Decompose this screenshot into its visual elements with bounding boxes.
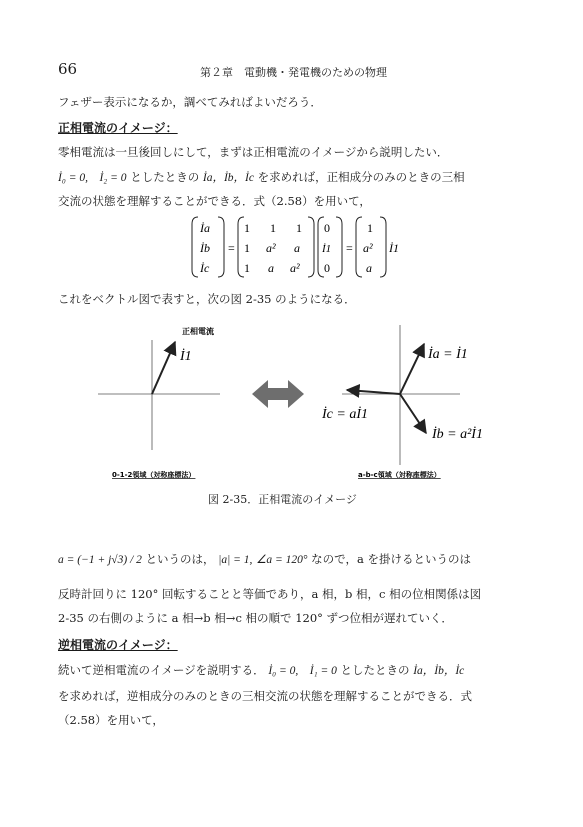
matrix-cell: 1 (244, 261, 250, 275)
paragraph-line: 交流の状態を理解することができる．式（2.58）を用いて， (58, 194, 371, 208)
rhs-factor: İ1 (389, 241, 399, 255)
inline-math: İ₀ = 0, İ₁ = 0 (268, 665, 337, 677)
vector-cell: 0 (324, 221, 330, 235)
rhs-cell: a (366, 261, 372, 275)
lhs-ia: İa (200, 221, 210, 235)
matrix-cell: a² (266, 241, 276, 255)
lhs-ic: İc (200, 261, 210, 275)
equals-sign: = (346, 241, 353, 255)
equals-sign: = (228, 241, 235, 255)
page-number: 66 (58, 60, 78, 78)
text-run: としたときの (340, 663, 410, 677)
paragraph-line: 2-35 の右側のように a 相→b 相→c 相の順で 120° ずつ位相が遅れていく． (58, 611, 453, 625)
paragraph-line: 反時計回りに 120° 回転することと等価であり，a 相，b 相，c 相の位相関係は図 (58, 587, 482, 601)
paragraph-line-math (58, 552, 471, 567)
text-run: を求めれば，正相成分のみのときの三相 (257, 170, 465, 184)
vector-ib (400, 394, 426, 433)
text-run: としたときの (130, 170, 200, 184)
matrix-cell: a (294, 241, 300, 255)
left-subcaption: 0-1-2領域（対称座標法） (112, 471, 196, 479)
label-ic: İc = aİ1 (322, 407, 368, 422)
vector-ic (347, 390, 400, 394)
paragraph-line: （2.58）を用いて， (58, 713, 164, 727)
section-heading-negative: 逆相電流のイメージ： (58, 638, 178, 652)
text-run: なので，a を掛けるというのは (311, 552, 471, 566)
matrix-cell: 1 (244, 241, 250, 255)
paragraph-line: 零相電流は一旦後回しにして，まずは正相電流のイメージから説明したい． (58, 145, 449, 159)
vector-cell: İ1 (322, 243, 332, 255)
inline-math: İ₀ = 0, İ₂ = 0 (58, 172, 127, 184)
paragraph-line-math (58, 170, 465, 185)
inline-math: a = (−1 + j√3) / 2 (58, 554, 142, 566)
right-subcaption: a-b-c領域（対称座標法） (358, 471, 441, 479)
chapter-header: 第２章 電動機・発電機のための物理 (200, 66, 387, 79)
paragraph-line: これをベクトル図で表すと，次の図 2-35 のようになる． (58, 292, 356, 306)
figure-2-35 (90, 320, 510, 485)
paragraph-line: フェザー表示になるか，調べてみればよいだろう． (58, 95, 322, 109)
vector-i1 (152, 342, 175, 394)
inline-math: İa，İb，İc (413, 665, 465, 677)
inline-math: |a| = 1, (218, 554, 253, 566)
matrix-equation (190, 214, 410, 280)
label-i1: İ1 (180, 349, 192, 364)
label-ib: İb = a²İ1 (432, 427, 483, 442)
double-arrow-icon (252, 380, 304, 408)
left-title: 正相電流 (182, 327, 214, 336)
matrix-cell: 1 (244, 221, 250, 235)
matrix-cell: 1 (296, 221, 302, 235)
text-run: 続いて逆相電流のイメージを説明する． (58, 663, 265, 677)
figure-caption: 図 2-35．正相電流のイメージ (208, 493, 357, 506)
rhs-cell: a² (363, 241, 373, 255)
paragraph-line: を求めれば，逆相成分のみのときの三相交流の状態を理解することができる．式 (58, 689, 472, 703)
matrix-cell: a (268, 261, 274, 275)
inline-math: İa，İb，İc (202, 172, 254, 184)
vector-ia (400, 344, 424, 394)
rhs-cell: 1 (367, 221, 373, 235)
paragraph-line-math (58, 663, 464, 678)
inline-math: ∠a = 120° (256, 554, 308, 566)
text-run: というのは， (145, 552, 215, 566)
matrix-cell: a² (290, 261, 300, 275)
matrix-cell: 1 (270, 221, 276, 235)
label-ia: İa = İ1 (428, 347, 468, 362)
lhs-ib: İb (200, 241, 210, 255)
section-heading-positive: 正相電流のイメージ： (58, 121, 178, 135)
vector-cell: 0 (324, 261, 330, 275)
